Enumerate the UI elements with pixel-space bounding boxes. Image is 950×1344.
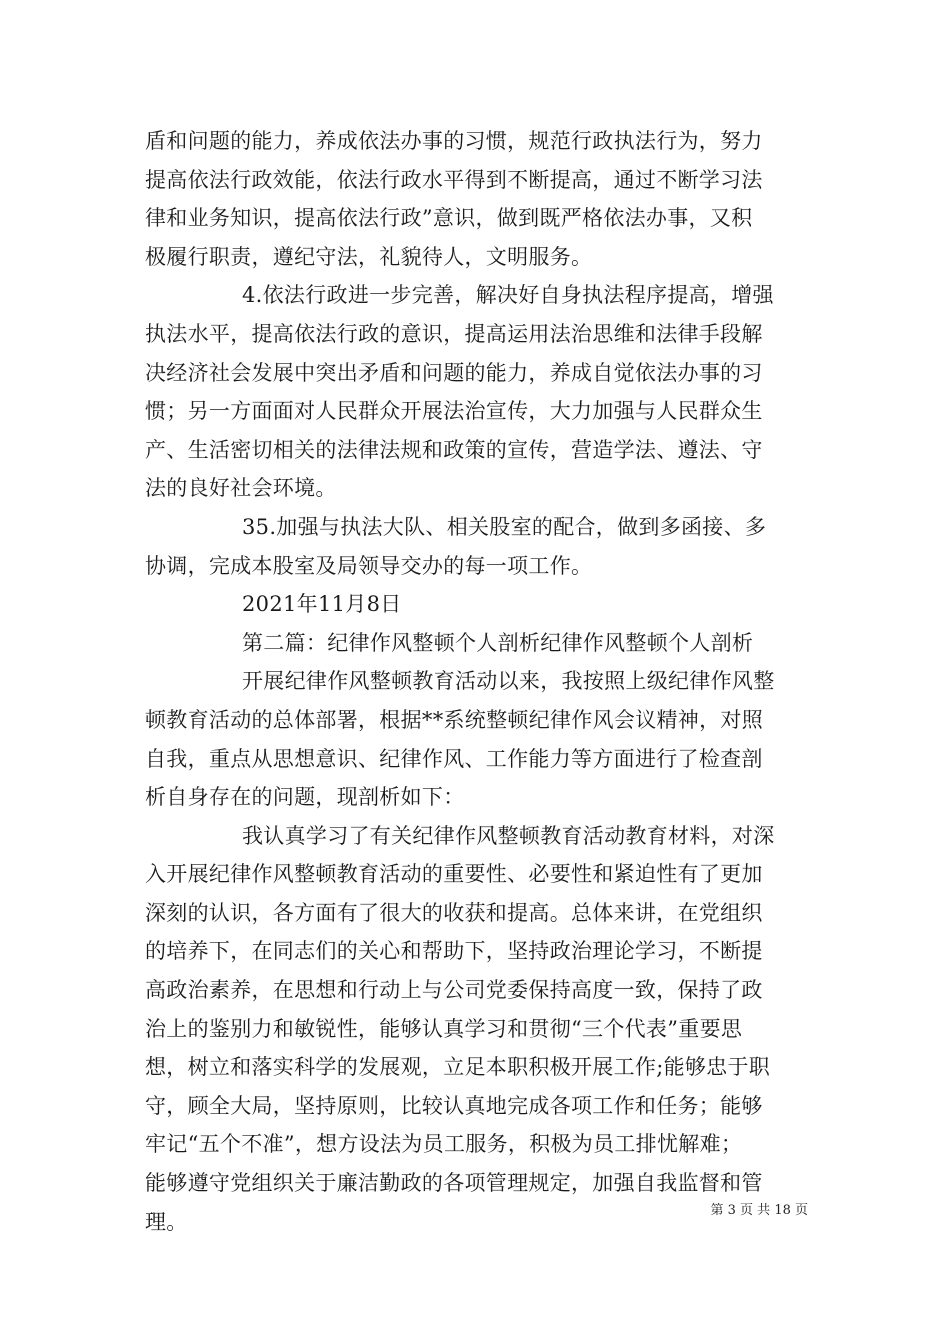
text-line: 高政治素养，在思想和行动上与公司党委保持高度一致，保持了政 <box>145 978 763 1003</box>
text-line: 2021年11月8日 <box>242 592 402 617</box>
text-line: 律和业务知识，提高依法行政”意识，做到既严格依法办事，又积 <box>145 206 753 231</box>
text-line: 第二篇：纪律作风整顿个人剖析纪律作风整顿个人剖析 <box>242 630 754 655</box>
text-line: 协调，完成本股室及局领导交办的每一项工作。 <box>145 553 593 578</box>
text-line: 自我，重点从思想意识、纪律作风、工作能力等方面进行了检查剖 <box>145 746 763 771</box>
text-line: 极履行职责，遵纪守法，礼貌待人，文明服务。 <box>145 244 593 269</box>
text-line: 4.依法行政进一步完善，解决好自身执法程序提高，增强 <box>242 283 774 308</box>
text-line: 守，顾全大局，坚持原则，比较认真地完成各项工作和任务；能够 <box>145 1093 763 1118</box>
text-line: 决经济社会发展中突出矛盾和问题的能力，养成自觉依法办事的习 <box>145 360 763 385</box>
text-line: 提高依法行政效能，依法行政水平得到不断提高，通过不断学习法 <box>145 167 763 192</box>
text-line: 的培养下，在同志们的关心和帮助下，坚持政治理论学习，不断提 <box>145 939 763 964</box>
page-number: 第 3 页 共 18 页 <box>710 1203 808 1218</box>
text-line: 析自身存在的问题，现剖析如下： <box>145 785 465 810</box>
text-line: 惯；另一方面面对人民群众开展法治宣传，大力加强与人民群众生 <box>145 399 763 424</box>
text-line: 治上的鉴别力和敏锐性，能够认真学习和贯彻“三个代表”重要思 <box>145 1016 743 1041</box>
text-line: 深刻的认识，各方面有了很大的收获和提高。总体来讲，在党组织 <box>145 900 763 925</box>
text-line: 执法水平，提高依法行政的意识，提高运用法治思维和法律手段解 <box>145 321 763 346</box>
text-line: 能够遵守党组织关于廉洁勤政的各项管理规定，加强自我监督和管 <box>145 1171 763 1196</box>
text-line: 法的良好社会环境。 <box>145 476 337 501</box>
text-line: 我认真学习了有关纪律作风整顿教育活动教育材料，对深 <box>242 823 775 848</box>
text-line: 产、生活密切相关的法律法规和政策的宣传，营造学法、遵法、守 <box>145 437 763 462</box>
text-line: 顿教育活动的总体部署，根据**系统整顿纪律作风会议精神，对照 <box>145 707 763 732</box>
text-line: 牢记“五个不准”，想方设法为员工服务，积极为员工排忧解难； <box>145 1132 743 1157</box>
text-line: 入开展纪律作风整顿教育活动的重要性、必要性和紧迫性有了更加 <box>145 862 763 887</box>
text-line: 开展纪律作风整顿教育活动以来，我按照上级纪律作风整 <box>242 669 775 694</box>
text-line: 想，树立和落实科学的发展观，立足本职积极开展工作;能够忠于职 <box>145 1055 771 1080</box>
text-line: 35.加强与执法大队、相关股室的配合，做到多函接、多 <box>242 514 767 539</box>
text-line: 盾和问题的能力，养成依法办事的习惯，规范行政执法行为，努力 <box>145 129 763 153</box>
text-line: 理。 <box>145 1209 188 1234</box>
document-body <box>145 122 810 1241</box>
